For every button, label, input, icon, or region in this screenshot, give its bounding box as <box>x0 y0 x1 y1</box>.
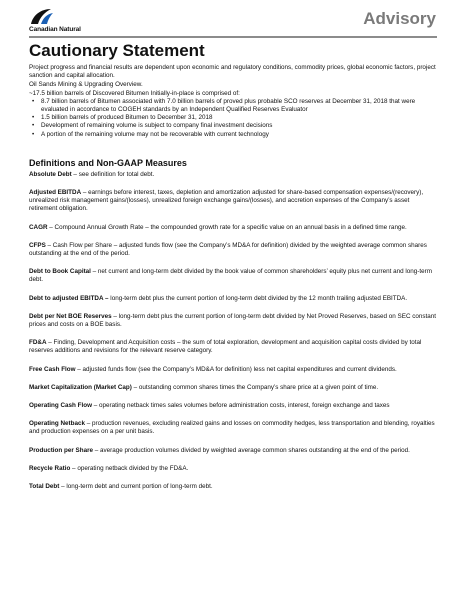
definition-item <box>29 483 439 491</box>
definition-text: – adjusted funds flow (see the Company’s MD&A for definition) less net capital expenditures and current dividends. <box>75 365 397 373</box>
definition-item <box>29 402 439 410</box>
definition-term: Total Debt <box>29 483 60 491</box>
definition-text: – earnings before interest, taxes, depletion and amortization adjusted for share-based compensation expenses/(recovery), unrealized risk management gains/(losses), unrealized foreign exchange gains/(losses), and accretion expenses of the Company’s asset retirement obligation. <box>29 189 424 213</box>
page-header <box>0 0 464 40</box>
definition-item <box>29 447 439 455</box>
definition-term: Operating Cash Flow <box>29 402 92 410</box>
definition-text: – long-term debt plus the current portion of long-term debt divided by Net Proved Reserves, based on SEC constant prices and costs on a BOE basis. <box>29 312 437 329</box>
definition-term: CFPS <box>29 241 46 249</box>
definition-text: – Finding, Development and Acquisition costs – the sum of total exploration, development and acquisition capital costs divided by total reserves additions and revisions for the relevant reserve category. <box>29 339 422 355</box>
definition-item <box>29 242 439 258</box>
definition-item <box>29 171 439 179</box>
definition-text: – long-term debt and current portion of long-term debt. <box>59 483 213 491</box>
list-item: • 1.5 billion barrels of produced Bitumen to December 31, 2018 <box>29 114 439 122</box>
list-item: • Development of remaining volume is subject to company final investment decisions <box>29 122 439 130</box>
definition-item <box>29 420 439 436</box>
definition-term: Operating Netback <box>29 420 85 428</box>
intro-paragraph: Project progress and financial results are dependent upon economic and regulatory conditions, commodity prices, global economic factors, project sanction and capital allocation. <box>29 64 436 80</box>
company-logo <box>29 7 99 35</box>
header-divider <box>29 36 437 38</box>
definition-term: Debt per Net BOE Reserves <box>29 312 112 320</box>
definition-text: – outstanding common shares times the Company’s share price at a given point of time. <box>131 383 379 391</box>
definition-term: Debt to adjusted EBITDA – <box>29 294 109 302</box>
definition-item <box>29 339 439 355</box>
definition-term: CAGR <box>29 223 48 231</box>
definition-term: Production per Share <box>29 446 94 454</box>
definition-text: – Cash Flow per Share – adjusted funds flow (see the Company’s MD&A for definition) divided by the weighted average common shares outstanding at the end of the period. <box>29 241 427 258</box>
definition-text: – see definition for total debt. <box>71 170 155 178</box>
definition-item <box>29 295 439 303</box>
definition-term: Absolute Debt <box>29 170 72 178</box>
definition-text: – production revenues, excluding realized gains and losses on commodity hedges, less transportation and blending, royalties and production expenses on a per unit basis. <box>29 420 435 436</box>
definition-item <box>29 224 439 232</box>
page-title: Cautionary Statement <box>29 41 205 60</box>
definition-text: – Compound Annual Growth Rate – the compounded growth rate for a specific value on an annual basis in a defined time range. <box>47 223 407 231</box>
definition-item <box>29 189 439 214</box>
definition-item <box>29 366 439 374</box>
definition-term: Market Capitalization (Market Cap) <box>29 383 132 391</box>
definition-term: Free Cash Flow <box>29 365 76 373</box>
definition-text: – net current and long-term debt divided by the book value of common shareholders’ equity plus net current and long-term debt. <box>29 268 432 284</box>
logo-mark-icon <box>29 7 55 25</box>
main-content <box>29 41 439 501</box>
definitions-heading: Definitions and Non-GAAP Measures <box>29 157 187 168</box>
list-item: • 8.7 billion barrels of Bitumen associated with 7.0 billion barrels of proved plus probable SCO reserves at December 31, 2018 that were evaluated in accordance to COGEH standards by an Independent Qualified Reserves Evaluator <box>29 98 439 114</box>
resource-bullet-list <box>29 98 439 139</box>
definition-term: Debt to Book Capital <box>29 268 91 276</box>
section-label: Advisory <box>363 9 436 28</box>
definition-text: long-term debt plus the current portion of long-term debt divided by the 12 month trailing adjusted EBITDA. <box>108 294 408 302</box>
definition-term: Recycle Ratio <box>29 464 71 472</box>
definition-text: – operating netback times sales volumes before administration costs, interest, foreign exchange and taxes <box>91 402 390 410</box>
definition-item <box>29 384 439 392</box>
logo-text: Canadian Natural <box>29 26 81 33</box>
intro-subheading: Oil Sands Mining & Upgrading Overview. <box>29 81 143 89</box>
definitions-list <box>29 171 439 491</box>
definition-item <box>29 313 439 329</box>
definition-term: Adjusted EBITDA <box>29 189 82 197</box>
definition-term: FD&A <box>29 339 47 347</box>
intro-resource-summary: ~17.5 billion barrels of Discovered Bitumen Initially-in-place is comprised of: <box>29 89 240 97</box>
definition-text: – average production volumes divided by weighted average common shares outstanding at the end of the period. <box>93 446 410 454</box>
definition-text: – operating netback divided by the FD&A. <box>70 464 189 472</box>
definition-item <box>29 465 439 473</box>
definition-item <box>29 268 439 284</box>
list-item: • A portion of the remaining volume may not be recoverable with current technology <box>29 131 439 139</box>
